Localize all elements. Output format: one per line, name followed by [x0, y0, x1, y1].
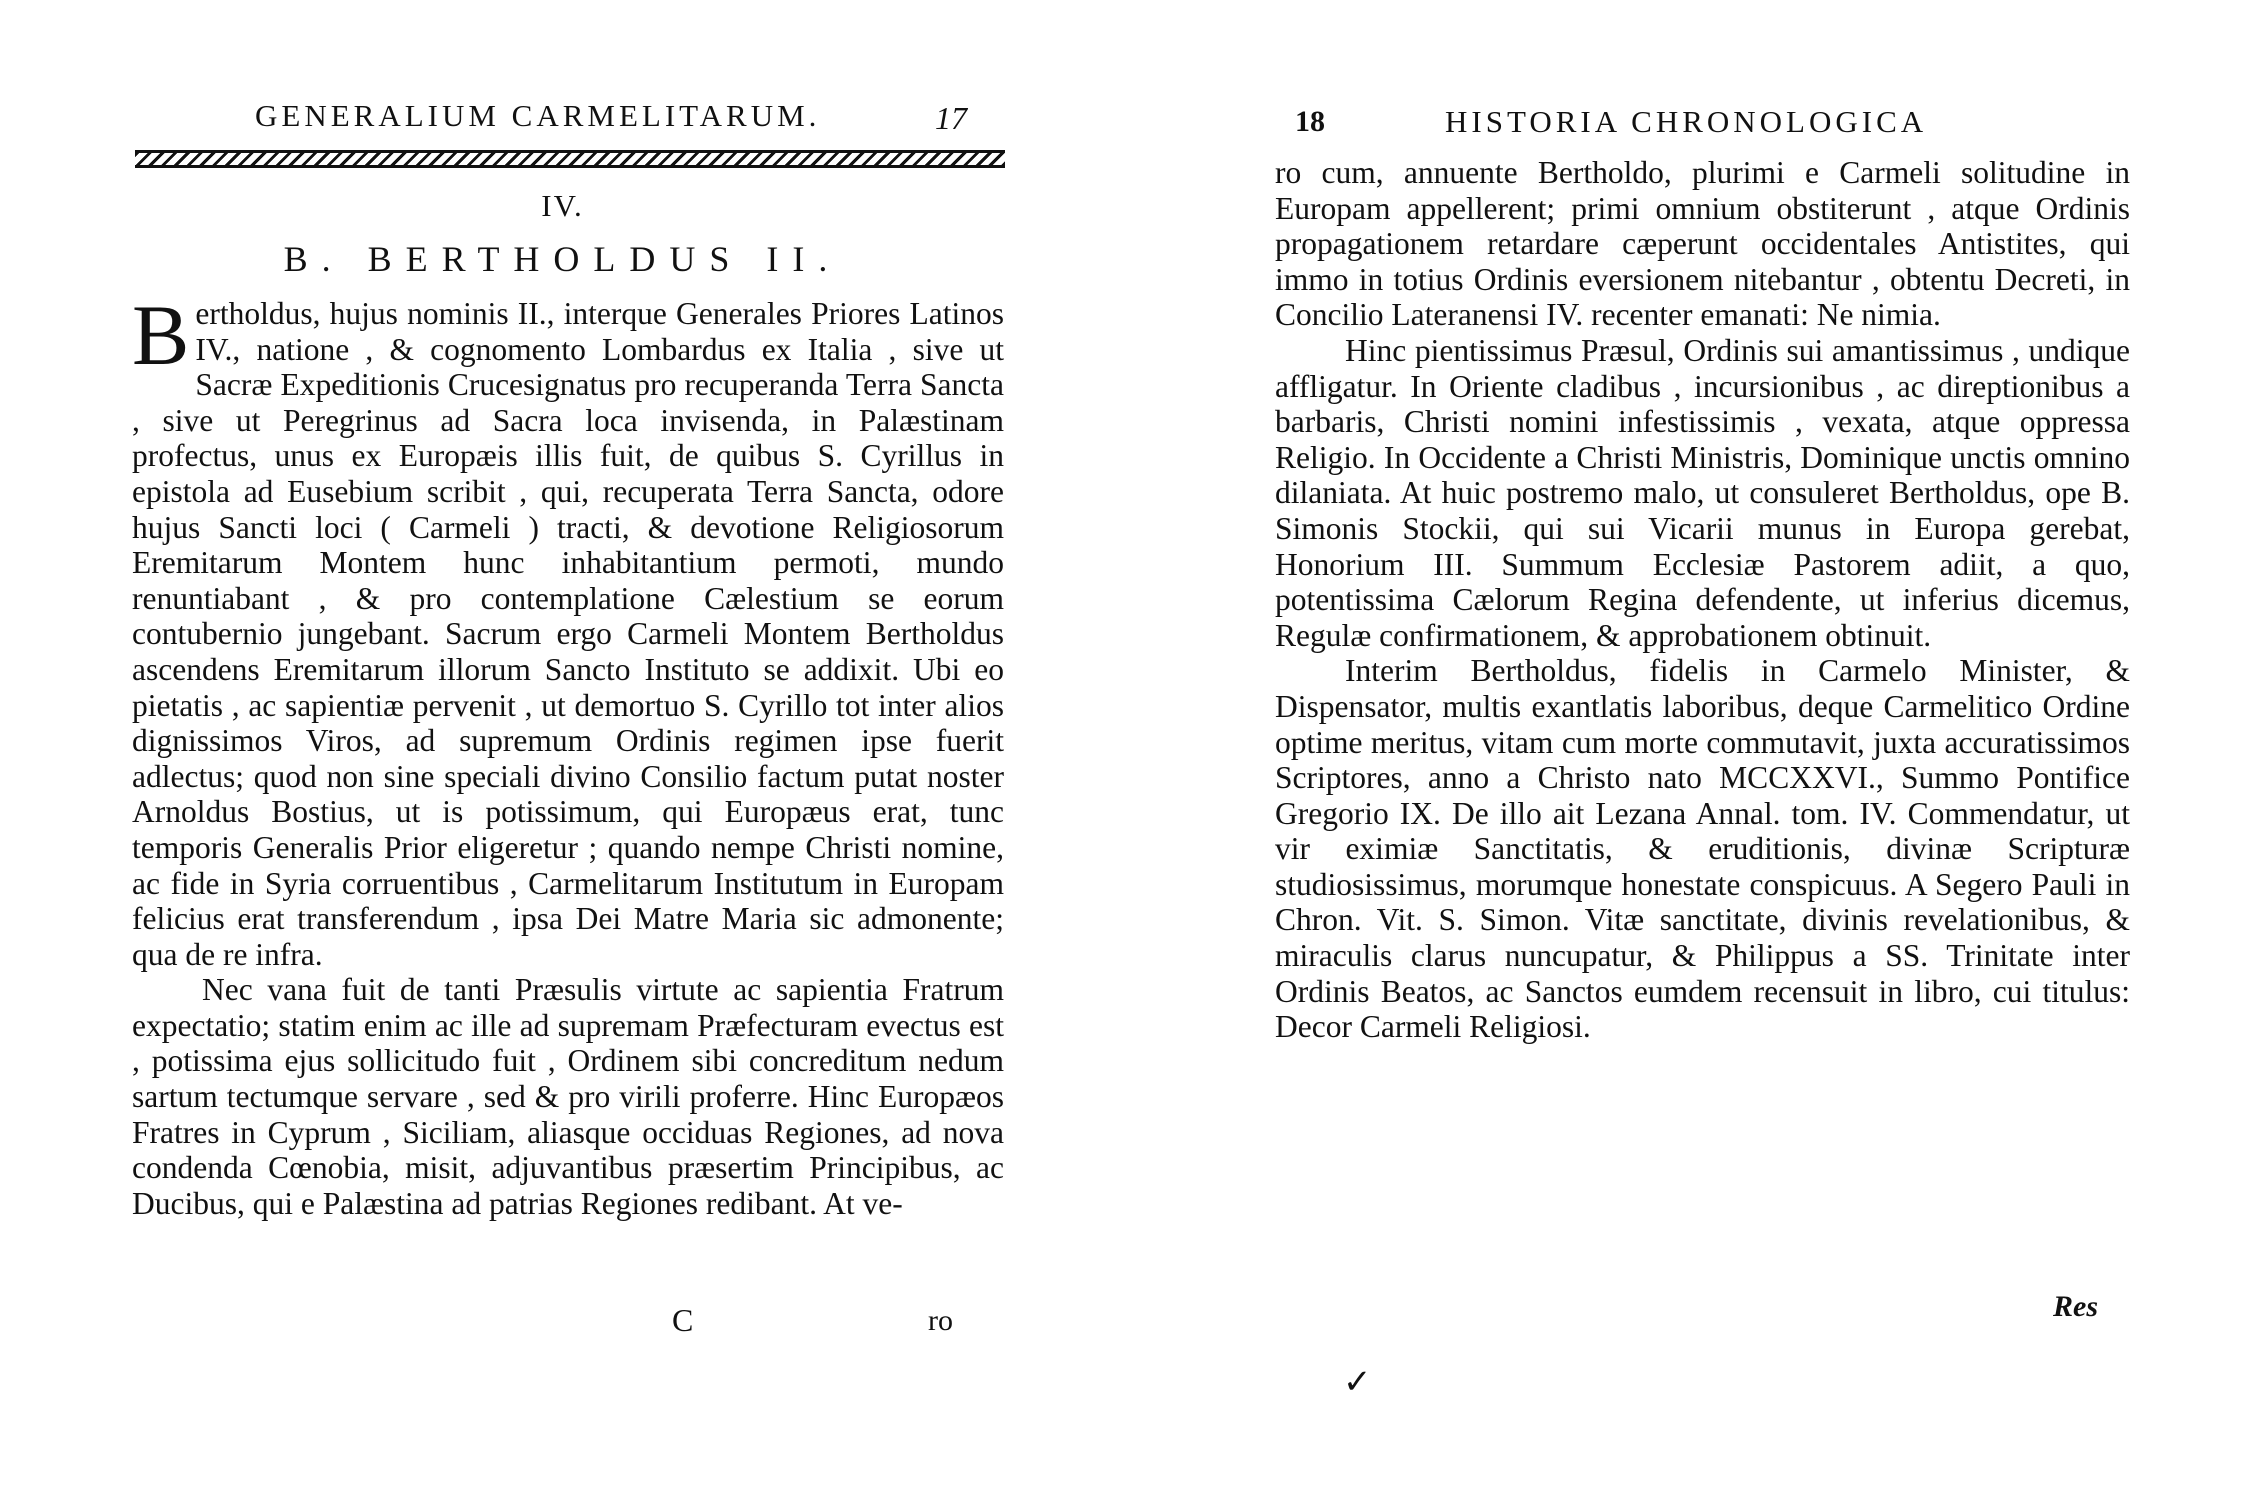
page-number-left: 17: [935, 100, 967, 136]
page-number-right: 18: [1295, 105, 1325, 138]
drop-cap: B: [132, 287, 190, 383]
section-heading: B. BERTHOLDUS II.: [283, 239, 842, 279]
right-paragraph-3: Interim Bertholdus, fidelis in Carmelo Minister, & Dispensator, multis exantlatis laboribus, deque Carmelitico Ordine optime meritus, vitam cum morte commutavit, juxta accuratissimos Scriptores, anno a Christo nato MCCXXVI., Summo Pontifice Gregorio IX. De illo ait Lezana Annal. tom. IV. Commendatur, ut vir eximiæ Sanctitatis, & eruditionis, divinæ Scripturæ studiosissimus, morumque honestate conspicuus. A Segero Pauli in Chron. Vit. S. Simon. Vitæ sanctitate, divinis revelationibus, & miraculis clarus nuncupatur, & Philippus a SS. Trinitate inter Ordinis Beatos, ac Sanctos eumdem recensuit in libro, cui titulus: Decor Carmeli Religiosi.: [1275, 653, 2130, 1045]
ornamental-rule: [135, 150, 1005, 168]
signature-mark: C: [672, 1302, 694, 1338]
right-paragraph-1: ro cum, annuente Bertholdo, plurimi e Carmeli solitudine in Europam appellerent; primi omnium obstiterunt , atque Ordinis propagationem retardare cæperunt occidentales Antistites, qui immo in totius Ordinis eversionem nitebantur , obtentu Decreti, in Concilio Lateranensi IV. recenter emanati: Ne nimia.: [1275, 155, 2130, 333]
running-header-right: HISTORIA CHRONOLOGICA: [1445, 104, 1928, 139]
left-body-text: [132, 287, 1004, 1221]
catchword-left: ro: [928, 1304, 953, 1337]
right-paragraph-2: Hinc pientissimus Præsul, Ordinis sui amantissimus , undique affligatur. In Oriente cladibus , incursionibus , ac direptionibus a barbaris, Christi nomini infestissimis , vexata, atque oppressa Religio. In Occidente a Christi Ministris, Dominique unctis omnino dilaniata. At huic postremo malo, ut consuleret Bertholdus, ope B. Simonis Stockii, qui sui Vicarii munus in Europa gerebat, Honorium III. Summum Ecclesiæ Pastorem adiit, a quo, potentissima Cælorum Regina defendente, ut inferius dicemus, Regulæ confirmationem, & approbationem obtinuit.: [1275, 332, 2130, 653]
left-paragraph-1: [132, 287, 1004, 972]
ink-mark: ✓: [1343, 1364, 1372, 1401]
right-body-text: [1275, 155, 2130, 1045]
running-header-left: GENERALIUM CARMELITARUM.: [255, 98, 821, 133]
left-paragraph-1-text: ertholdus, hujus nominis II., interque Generales Priores Latinos IV., natione , & cognomento Lombardus ex Italia , sive ut Sacræ Expeditionis Crucesignatus pro recuperanda Terra Sancta , sive ut Peregrinus ad Sacra loca invisenda, in Palæstinam profectus, unus ex Europæis illis fuit, de quibus S. Cyrillus in epistola ad Eusebium scribit , qui, recuperata Terra Sancta, odore hujus Sancti loci ( Carmeli ) tracti, & devotione Religiosorum Eremitarum Montem hunc inhabitantium permoti, mundo renuntiabant , & pro contemplatione Cælestium se eorum contubernio jungebant. Sacrum ergo Carmeli Montem Bertholdus ascendens Eremitarum illorum Sancto Instituto se addixit. Ubi eo pietatis , ac sapientiæ pervenit , ut demortuo S. Cyrillo tot inter alios dignissimos Viros, ad supremum Ordinis regimen ipse fuerit adlectus; quod non sine speciali divino Consilio factum putat noster Arnoldus Bostius, ut is potissimum, qui Europæus erat, tunc temporis Generalis Prior eligeretur ; quando nempe Christi nomine, ac fide in Syria corruentibus , Carmelitarum Institutum in Europam felicius erat transferendum , ipsa Dei Matre Maria sic admonente; qua de re infra.: [132, 296, 1004, 972]
catchword-right: Res: [2053, 1290, 2098, 1323]
section-number: IV.: [541, 188, 584, 223]
left-paragraph-2: Nec vana fuit de tanti Præsulis virtute ac sapientia Fratrum expectatio; statim enim ac ille ad supremam Præfecturam evectus est , potissima ejus sollicitudo fuit , Ordinem sibi concreditum nedum sartum tectumque servare , sed & pro virili proferre. Hinc Europæos Fratres in Cyprum , Siciliam, aliasque occiduas Regiones, ad nova condenda Cœnobia, misit, adjuvantibus præsertim Principibus, ac Ducibus, qui e Palæstina ad patrias Regiones redibant. At ve-: [132, 972, 1004, 1221]
